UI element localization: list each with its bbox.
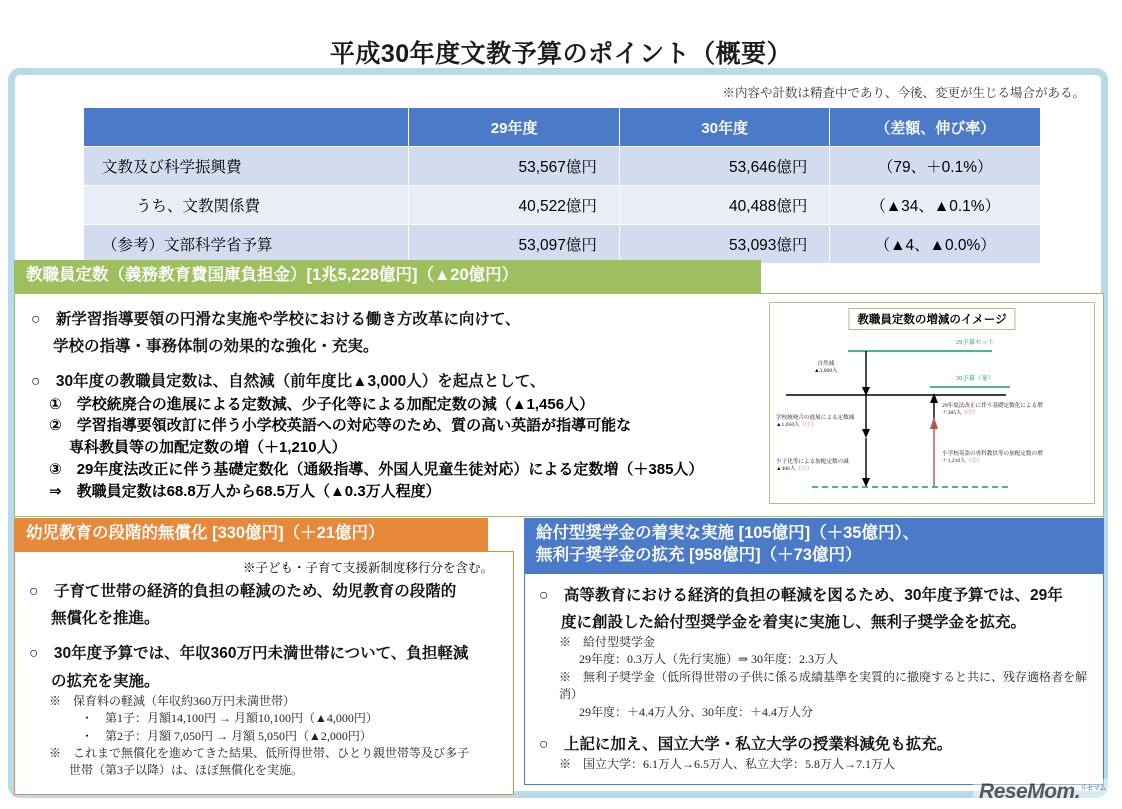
row-value-diff: （▲4、▲0.0%） [830,225,1041,264]
diagram-law-revision-name: 29年度法改正に伴う基礎定数化による増 [942,402,1043,409]
diagram-label-english-teacher [942,451,1043,466]
section-early-childhood-education [14,518,514,795]
diagram-english-teacher-value: ＋1,210人 [942,458,966,465]
section-heading-early-childhood: 幼児教育の段階的無償化 [330億円]（＋21億円） [14,518,488,551]
section-body-scholarship [524,573,1104,785]
staffing-change-diagram [769,302,1095,504]
scholarship-note-1-title: ※ 給付型奨学金 [559,635,656,650]
section-heading-scholarship [524,518,1104,573]
diagram-declining-birth-value: ▲406人 [776,466,796,473]
ece-note-1-child-2: ・ 第2子：月額 7,050円 → 月額 5,050円（▲2,000円） [81,728,372,743]
diagram-title: 教職員定数の増減のイメージ [848,308,1015,330]
diagram-label-law-revision [942,403,1043,418]
budget-table-container [15,101,1101,264]
diagram-natural-decrease-name: 自然減 [817,360,835,367]
diagram-label-natural-decrease [814,361,838,376]
diagram-law-revision-value: ＋385人 [942,410,962,417]
ece-bullet-2-line-1: ○ 30年度予算では、年収360万円未満世帯について、負担軽減 [29,645,469,663]
diagram-law-revision-ref: （③） [961,410,979,417]
row-label: 文教及び科学振興費 [84,147,409,186]
ece-note-2-line-1: ※ これまで無償化を進めてきた結果、低所得世帯、ひとり親世帯等及び多子 [49,745,470,760]
table-row [84,147,1041,186]
section-body-early-childhood [14,551,514,795]
scholarship-note-3: ※ 国立大学：6.1万人→6.5万人、私立大学：5.8万人→7.1万人 [559,757,896,772]
teacher-bullet-1-line-1: ○ 新学習指導要領の円滑な実施や学校における働き方改革に向けて、 [31,310,521,328]
teacher-item-1: ① 学校統廃合の進展による定数減、少子化等による加配定数の減（▲1,456人） [49,395,595,413]
section-body-teacher-staffing [14,293,1104,517]
scholarship-bullet-1-line-1: ○ 高等教育における経済的負担の軽減を図るため、30年度予算では、29年 [539,586,1063,604]
section-scholarship [524,518,1104,785]
table-row [84,186,1041,225]
diagram-svg [770,303,1096,505]
ece-bullet-2-line-2: の拡充を実施。 [51,672,160,690]
teacher-bullet-1-line-2: 学校の指導・事務体制の効果的な強化・充実。 [53,338,379,356]
ece-note-1: ※ 保育料の軽減（年収約360万円未満世帯） [49,693,296,708]
row-label: （参考）文部科学省予算 [84,225,409,264]
row-value-diff: （79、＋0.1%） [830,147,1041,186]
scholarship-bullet-1-line-2: 度に創設した給付型奨学金を着実に実施し、無利子奨学金を拡充。 [561,613,1027,631]
column-header-blank [84,108,409,147]
table-row [84,225,1041,264]
diagram-school-merge-name: 学校統廃合の進展による定数減 [776,414,855,421]
diagram-label-30-budget: 30予算（案） [956,374,995,382]
teacher-item-2-line-2: 専科教員等の加配定数の増（＋1,210人） [69,439,347,457]
budget-table [83,107,1041,264]
spacer [29,630,503,638]
ece-note-1-child-1: ・ 第1子：月額14,100円 → 月額10,100円（▲4,000円） [81,711,378,726]
watermark-resemom [973,779,1112,805]
scholarship-heading-line-1: 給付型奨学金の着実な実施 [105億円]（＋35億円）、 [536,524,920,542]
row-value-diff: （▲34、▲0.1%） [830,186,1041,225]
row-value-y29: 53,097億円 [409,225,620,264]
disclaimer-note: ※内容や計数は精査中であり、今後、変更が生じる場合がある。 [722,86,1085,100]
table-header-row [84,108,1041,147]
diagram-natural-decrease-value: ▲3,000人 [814,368,838,375]
ece-bullet-1-line-1: ○ 子育て世帯の経済的負担の軽減のため、幼児教育の段階的 [29,582,457,600]
ece-bullet-1-line-2: 無償化を推進。 [51,610,160,628]
diagram-label-29-budget: 29予算セット [956,338,995,346]
scholarship-heading-line-2: 無利子奨学金の拡充 [958億円]（＋73億円） [536,545,862,564]
row-value-y30: 40,488億円 [619,186,830,225]
diagram-school-merge-value: ▲1,050人 [776,422,800,429]
page-title: 平成30年度文教予算のポイント（概要） [329,40,793,68]
scholarship-note-2-body: 29年度：＋4.4万人分、30年度：＋4.4万人分 [579,704,814,719]
spacer [31,358,766,366]
diagram-school-merge-ref: （①） [799,422,817,429]
section-teacher-staffing [14,260,1104,517]
watermark-superscript: リセマム [1080,785,1106,792]
scholarship-note-2-title: ※ 無利子奨学金（低所得世帯の子供に係る成績基準を実質的に撤廃すると共に、残存適格者を解消） [559,669,1088,702]
ece-note-2-line-2: 世帯（第3子以降）は、ほぼ無償化を実施。 [69,763,304,778]
scholarship-note-1-body: 29年度：0.3万人（先行実施）⇒ 30年度：2.3万人 [579,652,839,667]
scholarship-bullet-2: ○ 上記に加え、国立大学・私立大学の授業料減免も拡充。 [539,735,953,753]
column-header-diff: （差額、伸び率） [830,108,1041,147]
column-header-y29: 29年度 [409,108,620,147]
row-value-y30: 53,093億円 [619,225,830,264]
teacher-staffing-text [31,308,766,503]
row-label: うち、文教関係費 [84,186,409,225]
diagram-label-declining-birth [776,459,849,474]
diagram-declining-birth-name: 少子化等による加配定数の減 [776,458,849,465]
teacher-bullet-2-line-1: ○ 30年度の教職員定数は、自然減（前年度比▲3,000人）を起点として、 [31,373,546,391]
column-header-y30: 30年度 [619,108,830,147]
section-heading-teacher-staffing: 教職員定数（義務教育費国庫負担金）[1兆5,228億円]（▲20億円） [14,260,761,293]
spacer [539,721,1093,729]
teacher-item-2-line-1: ② 学習指導要領改訂に伴う小学校英語への対応等のため、質の高い英語が指導可能な [49,417,632,435]
diagram-english-teacher-ref: （②） [965,458,983,465]
row-value-y29: 40,522億円 [409,186,620,225]
diagram-declining-birth-ref: （①） [795,466,813,473]
ece-note-right: ※子ども・子育て支援新制度移行分を含む。 [242,560,493,575]
row-value-y29: 53,567億円 [409,147,620,186]
diagram-english-teacher-name: 小学校英語の専科教員等の加配定数の増 [942,450,1043,457]
watermark-text: ReseMom. [979,780,1081,803]
diagram-label-school-merge [776,415,854,430]
row-value-y30: 53,646億円 [619,147,830,186]
teacher-item-3: ③ 29年度法改正に伴う基礎定数化（通級指導、外国人児童生徒対応）による定数増（＋385人） [49,460,704,478]
teacher-conclusion: ⇒ 教職員定数は68.8万人から68.5万人（▲0.3万人程度） [49,482,441,500]
